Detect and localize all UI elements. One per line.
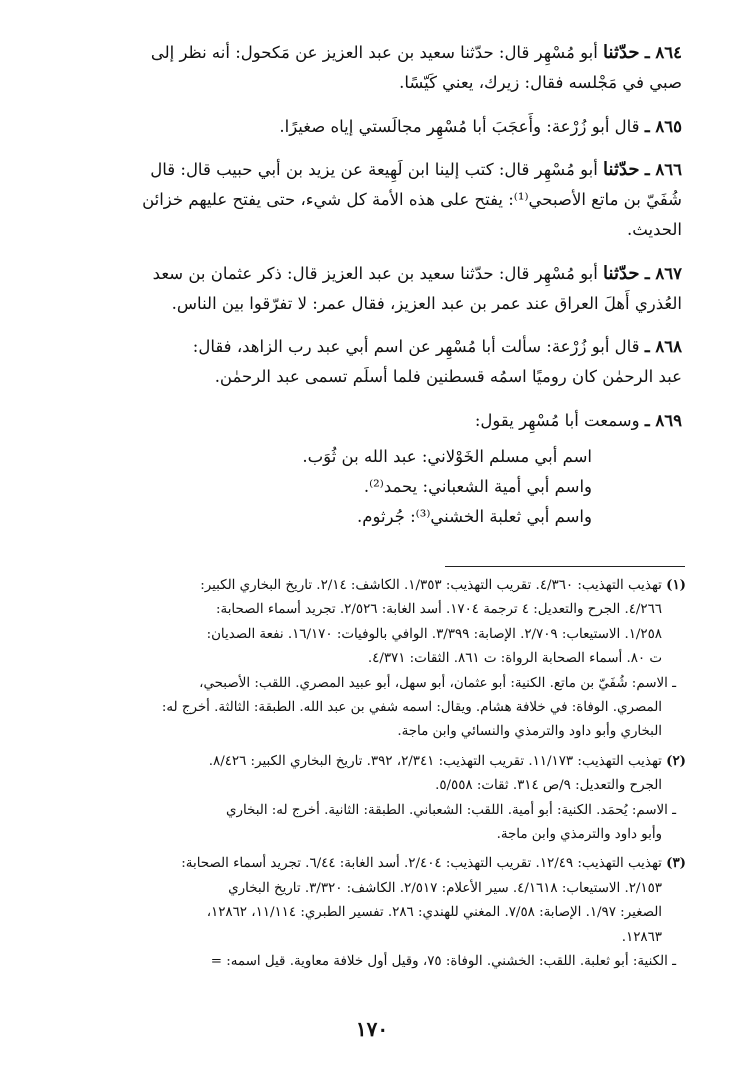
footnote-detail-line: ـ الكنية: أبو ثعلبة. اللقب: الخشني. الوفاة: ٧٥، وقيل أول خلافة معاوية. قيل اسمه: =	[210, 954, 676, 970]
footnote-text: تهذيب التهذيب: ١٢/٤٩. تقريب التهذيب: ٢/٤٠٤. أسد الغابة: ٦/٤٤. تجريد أسماء الصحابة:	[181, 856, 662, 872]
footnote-text: تهذيب التهذيب: ١١/١٧٣. تقريب التهذيب: ٢/٣٤١، ٣٩٢. تاريخ البخاري الكبير: ٨/٤٢٦.	[208, 753, 662, 769]
footnote-3	[46, 851, 686, 974]
footnote-line: ٢/١٥٣. الاستيعاب: ٤/١٦١٨. سير الأعلام: ٢/٥١٧. الكاشف: ٣/٣٢٠. تاريخ البخاري	[228, 880, 662, 896]
hadith-line	[56, 406, 682, 436]
main-text	[56, 38, 682, 546]
hadith-868	[56, 332, 682, 392]
hadith-line: شُفَيّ بن ماتع الأصبحي⁽¹⁾: يفتح على هذه الأمة كل شيء، حتى يفتح عليهم خزائن	[142, 190, 682, 210]
footnote-detail-line: ـ الاسم: شُفَيّ بن ماتع. الكنية: أبو عثمان، أبو سهل، أبو عبيد المصري. اللقب: الأصبحي،	[199, 675, 676, 691]
name-entry: واسم أبي ثعلبة الخشني⁽³⁾: جُرثوم.	[356, 506, 592, 526]
footnote-line: الجرح والتعديل: ٩/ص ٣١٤. ثقات: ٥/٥٥٨.	[435, 778, 662, 794]
haddathana-word: حدّثنا	[603, 42, 640, 63]
hadith-line	[56, 155, 682, 185]
footnote-text: تهذيب التهذيب: ٤/٣٦٠. تقريب التهذيب: ١/٣٥٣. الكاشف: ٢/١٤. تاريخ البخاري الكبير:	[200, 578, 662, 593]
hadith-line	[56, 112, 682, 142]
footnote-line: الصغير: ١/٩٧. الإصابة: ٧/٥٨. المغني للهندي: ٢٨٦. تفسير الطبري: ١١/١١٤، ١٢٨٦٢،	[206, 905, 662, 921]
footnote-detail-line: المصري. الوفاة: في خلافة هشام. ويقال: اسمه شفي بن عبد الله. الطبقة: الثالثة. أخرج له:	[161, 700, 662, 716]
footnote-line: ٤/٢٦٦. الجرح والتعديل: ٤ ترجمة ١٧٠٤. أسد الغابة: ٢/٥٢٦. تجريد أسماء الصحابة:	[216, 602, 662, 618]
hadith-text: أبو مُسْهِر قال: كتب إلينا ابن لَهِيعة عن يزيد بن أبي حبيب قال: قال	[150, 160, 604, 180]
footnote-line	[46, 749, 686, 774]
footnotes	[46, 573, 686, 979]
hadith-866	[56, 155, 682, 244]
hadith-line	[56, 38, 682, 68]
hadith-line: صبي في مَجْلسه فقال: زيرك، يعني كَيّسًا.	[399, 72, 682, 92]
name-entry: اسم أبي مسلم الخَوْلاني: عبد الله بن ثُوَب.	[302, 446, 592, 466]
haddathana-word: حدّثنا	[603, 159, 640, 181]
footnote-line: ت ٨٠. أسماء الصحابة الرواة: ت ٨٦١. الثقات: ٤/٣٧١.	[367, 651, 662, 667]
hadith-number: ٨٦٥ ـ	[644, 116, 682, 136]
hadith-text: أبو مُسْهِر قال: حدّثنا سعيد بن عبد العزيز قال: ذكر عثمان بن سعد	[152, 263, 604, 283]
hadith-867	[56, 259, 682, 319]
footnote-detail-line: وأبو داود والترمذي وابن ماجة.	[496, 827, 662, 843]
page-number: ١٧٠	[355, 1017, 389, 1041]
footnote-detail-line: ـ الاسم: يُحمَد. الكنية: أبو أمية. اللقب: الشعباني. الطبقة: الثانية. أخرج له: البخاري	[226, 802, 676, 818]
hadith-865	[56, 112, 682, 142]
footnote-label: (٢)	[666, 752, 686, 769]
hadith-number: ٨٦٩ ـ	[644, 410, 682, 430]
hadith-number: ٨٦٧ ـ	[644, 263, 682, 283]
footnote-line: ١٢٨٦٣.	[621, 929, 662, 945]
hadith-text: قال أبو زُرْعة: سألت أبا مُسْهِر عن اسم أبي عبد رب الزاهد، فقال:	[192, 337, 645, 357]
hadith-line	[56, 259, 682, 289]
name-entry: واسم أبي أمية الشعباني: يحمد⁽²⁾.	[363, 476, 592, 496]
footnote-detail-line: البخاري وأبو داود والترمذي والنسائي وابن ماجة.	[397, 724, 662, 740]
footnote-1	[46, 573, 686, 745]
hadith-text: قال أبو زُرْعة: وأَعجَبَ أبا مُسْهِر مجالَستي إياه صغيرًا.	[279, 116, 645, 136]
hadith-text: وسمعت أبا مُسْهِر يقول:	[474, 410, 645, 430]
hadith-869	[56, 406, 682, 532]
hadith-number: ٨٦٨ ـ	[644, 337, 682, 357]
names-list	[56, 442, 592, 532]
footnote-label: (٣)	[666, 855, 686, 872]
hadith-number: ٨٦٦ ـ	[644, 160, 682, 180]
haddathana-word: حدّثنا	[603, 262, 640, 284]
hadith-line: الحديث.	[627, 219, 682, 239]
footnote-line	[46, 573, 686, 598]
footnote-line	[46, 851, 686, 876]
hadith-text: أبو مُسْهِر قال: حدّثنا سعيد بن عبد العزيز عن مَكحول: أنه نظر إلى	[150, 43, 604, 62]
hadith-864	[56, 38, 682, 98]
footnote-2	[46, 749, 686, 848]
footnote-separator	[445, 566, 685, 567]
hadith-number: ٨٦٤ ـ	[644, 43, 682, 62]
hadith-line: عبد الرحمٰن كان روميًا اسمُه قسطنين فلما أسلَم تسمى عبد الرحمٰن.	[214, 367, 682, 387]
hadith-line	[56, 332, 682, 362]
footnote-label: (١)	[666, 577, 686, 593]
hadith-line: العُذري أَهلَ العراق عند عمر بن عبد العزيز، فقال عمر: لا تفرّقوا بين الناس.	[171, 293, 682, 313]
footnote-line: ١/٢٥٨. الاستيعاب: ٢/٧٠٩. الإصابة: ٣/٣٩٩. الوافي بالوفيات: ١٦/١٧٠. نفعة الصديان:	[206, 626, 662, 642]
